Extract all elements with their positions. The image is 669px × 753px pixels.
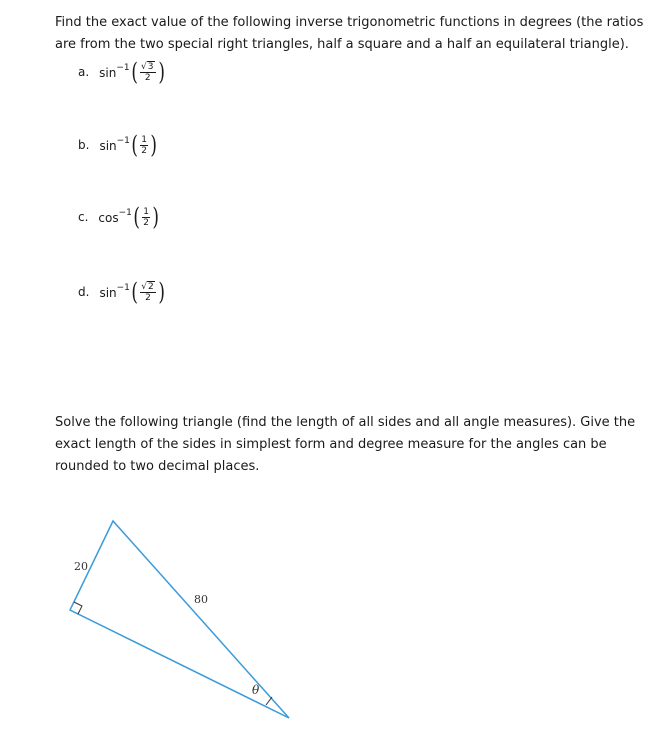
problem-label: b. bbox=[78, 138, 90, 152]
right-paren: ) bbox=[152, 203, 159, 231]
fraction: $\frac{1}{2}$ bbox=[141, 134, 148, 156]
angle-label-theta: θ bbox=[252, 683, 260, 697]
left-paren: ( bbox=[131, 58, 138, 86]
fraction: $\frac{√2}{2}$ bbox=[141, 281, 154, 303]
left-paren: ( bbox=[131, 131, 138, 159]
function-name: $\sin^{-1}$ bbox=[99, 62, 130, 80]
function-name: $\sin^{-1}$ bbox=[99, 135, 130, 153]
right-paren: ) bbox=[150, 131, 157, 159]
problem-label: c. bbox=[78, 210, 89, 224]
fraction: $\frac{√3}{2}$ bbox=[141, 61, 154, 83]
problem-label: d. bbox=[78, 285, 90, 299]
function-name: $\sin^{-1}$ bbox=[99, 282, 130, 300]
problem-label: a. bbox=[78, 65, 90, 79]
triangle-prompt: Solve the following triangle (find the length of all sides and all angle measures). Give the exact length of the sides in simplest form and degree measure for the angles can be rounded to two decimal places. bbox=[55, 415, 636, 474]
left-paren: ( bbox=[133, 203, 140, 231]
side-label-20: 20 bbox=[74, 560, 88, 573]
hypotenuse-label-80: 80 bbox=[194, 593, 208, 606]
right-paren: ) bbox=[158, 278, 165, 306]
left-paren: ( bbox=[131, 278, 138, 306]
angle-tick bbox=[266, 697, 272, 705]
intro-text: Find the exact value of the following inverse trigonometric functions in degrees (the ratios are from the two special right triangles, half a square and a half an equilateral triangle). bbox=[55, 15, 644, 52]
right-paren: ) bbox=[157, 58, 165, 86]
function-name: $\cos^{-1}$ bbox=[98, 207, 132, 225]
fraction: $\frac{1}{2}$ bbox=[143, 206, 150, 228]
